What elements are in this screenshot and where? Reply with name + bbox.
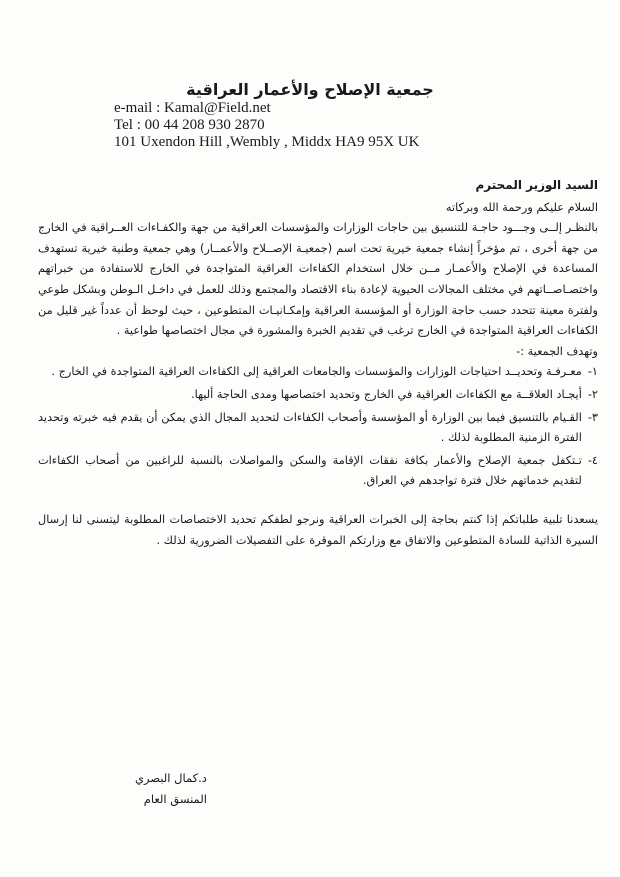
phone-line: Tel : 00 44 208 930 2870 [114, 117, 265, 133]
goals-list [38, 362, 598, 492]
goals-intro: وتهدف الجمعية :- [516, 344, 598, 358]
goal-number: ٢- [587, 387, 598, 401]
intro-paragraph: بالنظـر إلــى وجـــود حاجـة للتنسيق بين حاجات الوزارات والمؤسسات العراقية من جهة والكفـاءات العــراقية في الخارج من جهة أخرى ، تم مؤخراً إنشاء جمعية خيرية تحت اسم (جمعيـة الإصــلاح والأعمــار) وهي جمعية وطنية خيرية تستهدف المساعدة في الإصلاح والأعمـار مــن خلال استخدام الكفاءات العراقية المتواجدة في الخارج للاستفادة من خبراتهم واختصـاصــاتهم في مختلف المجالات الحيوية لإعادة بناء الاقتصاد والمجتمع وذلك للعمل في داخـل الـوطن وبشكل طوعي ولفترة معينة تتحدد حسب حاجة الوزارة أو المؤسسة العراقية وإمكـانيـات المتطوعين ، حيث لوحظ أن عدداً غير قليل من الكفاءات العراقية المتواجدة في الخارج ترغب في تقديم الخبرة والمشورة في مجال اختصاصها طواعية . [38, 221, 598, 338]
goal-item [38, 362, 598, 383]
goal-number: ٣- [587, 410, 598, 424]
goal-text: تـتكفل جمعية الإصلاح والأعمار بكافة نفقات الإقامة والسكن والمواصلات بالنسبة للراغبين من أصحاب الكفاءات لتقديم خدماتهم خلال فترة تواجدهم في العراق. [38, 453, 582, 488]
goal-item [38, 451, 598, 492]
signature-block [135, 768, 207, 810]
organization-title: جمعية الإصلاح والأعمار العراقية [186, 80, 434, 99]
letter-body [38, 175, 598, 551]
greeting: السلام عليكم ورحمة الله وبركاته [445, 200, 598, 214]
goal-text: معـرفـة وتحديــد احتياجات الوزارات والمؤسسات والجامعات العراقية إلى الكفاءات العراقية المتواجدة في الخارج . [51, 365, 582, 379]
signatory-role: المنسق العام [143, 792, 207, 806]
contact-block [114, 100, 419, 151]
goal-text: القـيام بالتنسيق فيما بين الوزارة أو المؤسسة وأصحاب الكفاءات لتحديد المجال الذي يمكن أن يقدم فيه خبرته وتحديد الفترة الزمنية المطلوبة لذلك . [38, 410, 582, 445]
goal-item [38, 385, 598, 406]
signatory-name: د.كمال البصري [135, 771, 207, 785]
address-line: 101 Uxendon Hill ,Wembly , Middx HA9 95X UK [114, 134, 420, 150]
goal-text: أيجـاد العلاقــة مع الكفاءات العراقية في الخارج وتحديد اختصاصها ومدى الحاجة أليها. [191, 387, 582, 401]
email-line: e-mail : Kamal@Field.net [114, 100, 271, 116]
goal-number: ١- [587, 365, 598, 379]
goal-item [38, 408, 598, 449]
salutation: السيد الوزير المحترم [475, 178, 598, 192]
goal-number: ٤- [587, 453, 598, 467]
closing-paragraph: يسعدنا تلبية طلباتكم إذا كنتم بحاجة إلى الخبرات العراقية ونرجو لطفكم تحديد الاختصاصات المطلوبة ليتسنى لنا إرسال السيرة الذاتية للسادة المتطوعين والاتفاق مع وزارتكم الموقرة على التفصيلات الضرورية لذلك . [38, 512, 598, 547]
